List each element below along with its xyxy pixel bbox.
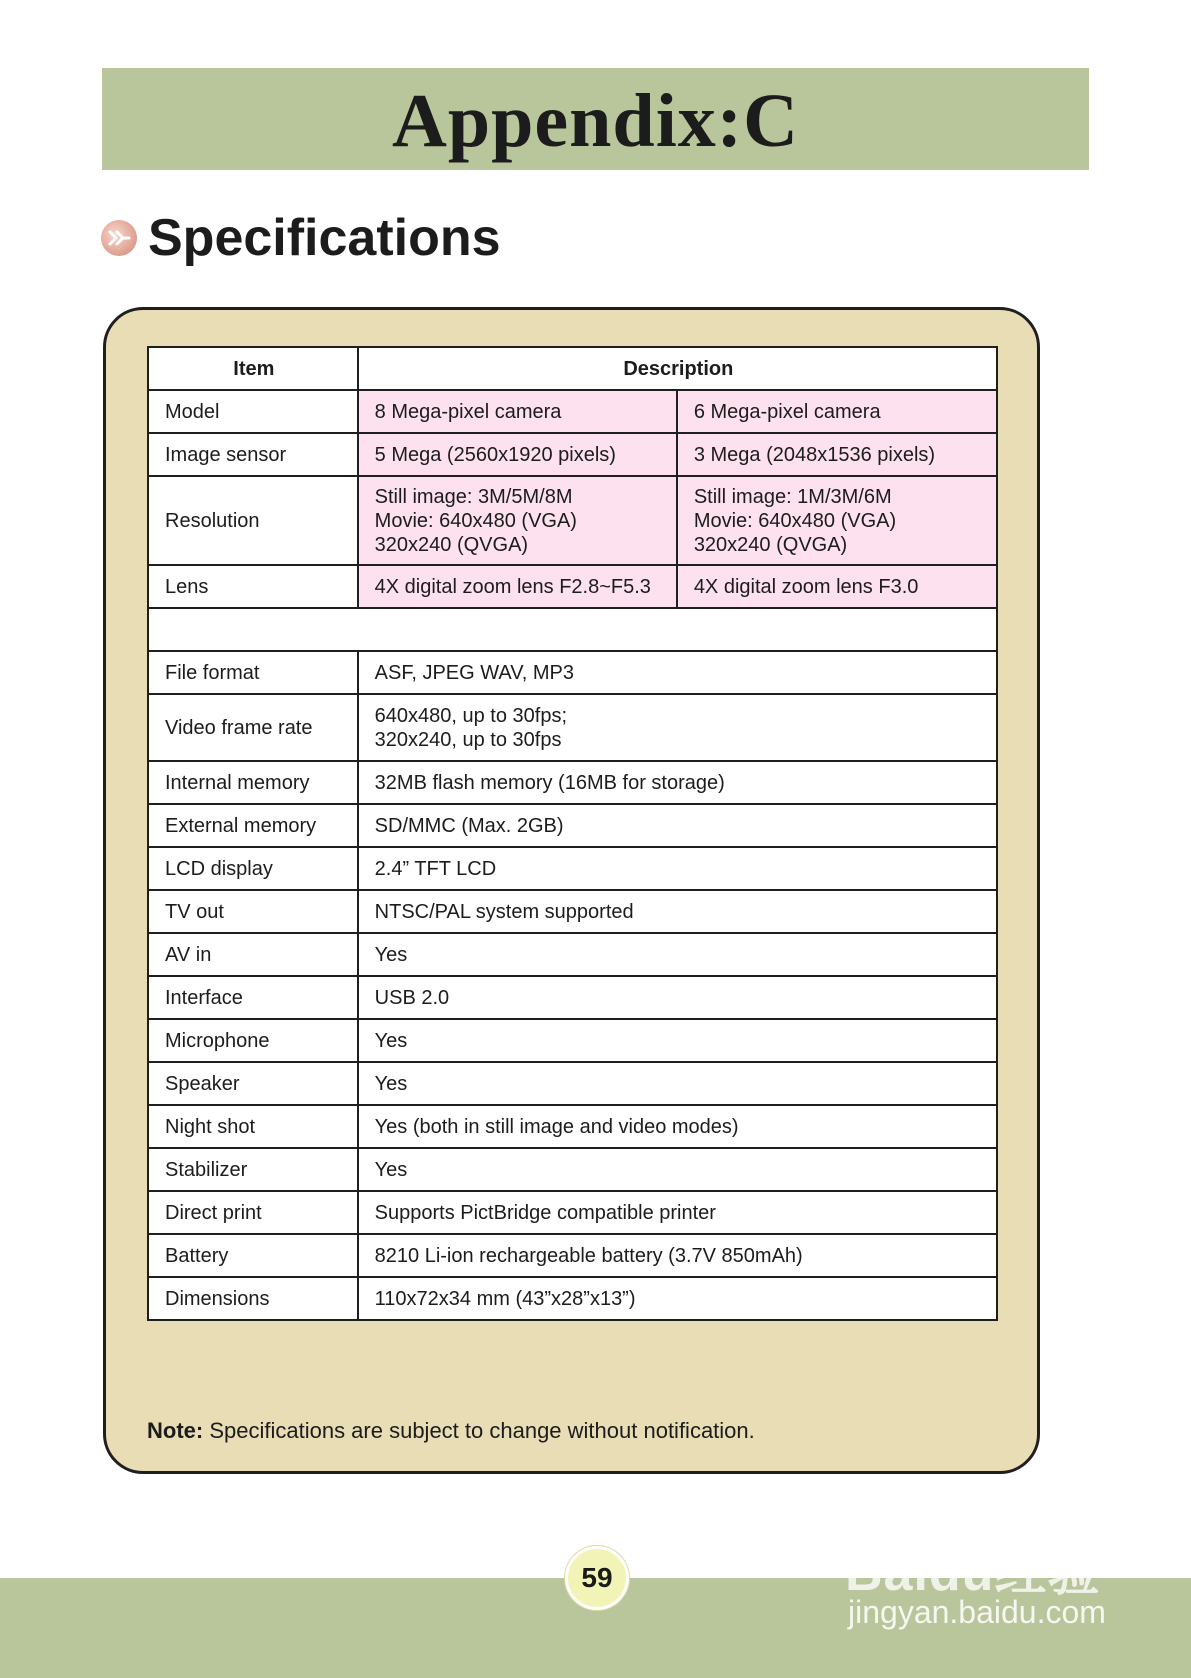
cell-line: Still image: 1M/3M/6M (693, 485, 892, 508)
header-description: Description (358, 347, 997, 390)
table-row (148, 694, 997, 761)
table-row (148, 476, 997, 565)
item-cell: Dimensions (148, 1277, 358, 1320)
item-cell: LCD display (148, 847, 358, 890)
table-row (148, 890, 997, 933)
desc-cell (358, 1105, 997, 1148)
desc-cell (358, 976, 997, 1019)
table-row (148, 761, 997, 804)
header-band (102, 68, 1089, 170)
table-row (148, 433, 997, 476)
table-row (148, 565, 997, 608)
spec-table (147, 346, 998, 1321)
watermark-brand: Baidu经验 (845, 1544, 1101, 1602)
desc-cell (358, 1277, 997, 1320)
cell-line: Supports PictBridge compatible printer (374, 1201, 716, 1224)
table-row (148, 933, 997, 976)
cell-line: 32MB flash memory (16MB for storage) (374, 771, 725, 794)
item-cell: Direct print (148, 1191, 358, 1234)
note (147, 1418, 755, 1444)
table-row (148, 651, 997, 694)
table-row (148, 1234, 997, 1277)
table-row (148, 390, 997, 433)
desc-6mp-cell (677, 433, 997, 476)
cell-line: Yes (374, 943, 408, 966)
desc-cell (358, 1148, 997, 1191)
note-label: Note: (147, 1418, 204, 1443)
table-row (148, 1105, 997, 1148)
arrow-bullet-icon (101, 220, 137, 256)
cell-line: SD/MMC (Max. 2GB) (374, 814, 564, 837)
desc-cell (358, 847, 997, 890)
desc-cell (358, 1019, 997, 1062)
item-cell: Battery (148, 1234, 358, 1277)
desc-6mp-cell (677, 565, 997, 608)
table-row (148, 804, 997, 847)
item-cell: Image sensor (148, 433, 358, 476)
item-cell: Speaker (148, 1062, 358, 1105)
section-title: Specifications (148, 209, 501, 267)
table-header-row (148, 347, 997, 390)
cell-line: Yes (374, 1072, 408, 1095)
item-cell: Resolution (148, 476, 358, 565)
cell-line: Yes (374, 1158, 408, 1181)
note-text: Specifications are subject to change without notification. (203, 1418, 755, 1443)
desc-6mp-cell (677, 476, 997, 565)
blank-cell (148, 608, 997, 651)
cell-line: 320x240, up to 30fps (374, 728, 562, 751)
cell-line: 5 Mega (2560x1920 pixels) (374, 443, 616, 466)
desc-8mp-cell (358, 390, 677, 433)
cell-line: Movie: 640x480 (VGA) (693, 509, 897, 532)
desc-cell (358, 933, 997, 976)
desc-cell (358, 804, 997, 847)
desc-cell (358, 1234, 997, 1277)
item-cell: Stabilizer (148, 1148, 358, 1191)
cell-line: 110x72x34 mm (43”x28”x13”) (374, 1287, 636, 1310)
cell-line: 8210 Li-ion rechargeable battery (3.7V 850mAh) (374, 1244, 803, 1267)
cell-line: Still image: 3M/5M/8M (374, 485, 573, 508)
desc-6mp-cell (677, 390, 997, 433)
cell-line: 320x240 (QVGA) (374, 533, 529, 556)
cell-line: 3 Mega (2048x1536 pixels) (693, 443, 936, 466)
item-cell: External memory (148, 804, 358, 847)
blank-separator-row (148, 608, 997, 651)
desc-cell (358, 890, 997, 933)
desc-cell (358, 761, 997, 804)
cell-line: Yes (both in still image and video modes) (374, 1115, 739, 1138)
page-title: Appendix:C (392, 79, 799, 163)
desc-8mp-cell (358, 565, 677, 608)
item-cell: Lens (148, 565, 358, 608)
cell-line: 6 Mega-pixel camera (693, 400, 881, 423)
cell-line: ASF, JPEG WAV, MP3 (374, 661, 574, 684)
item-cell: TV out (148, 890, 358, 933)
item-cell: Model (148, 390, 358, 433)
cell-line: Movie: 640x480 (VGA) (374, 509, 577, 532)
item-cell: AV in (148, 933, 358, 976)
table-row (148, 1191, 997, 1234)
desc-cell (358, 1062, 997, 1105)
item-cell: Interface (148, 976, 358, 1019)
item-cell: Internal memory (148, 761, 358, 804)
desc-cell (358, 694, 997, 761)
cell-line: 4X digital zoom lens F2.8~F5.3 (374, 575, 651, 598)
cell-line: 8 Mega-pixel camera (374, 400, 562, 423)
table-row (148, 1277, 997, 1320)
desc-8mp-cell (358, 433, 677, 476)
item-cell: Night shot (148, 1105, 358, 1148)
item-cell: Microphone (148, 1019, 358, 1062)
desc-cell (358, 1191, 997, 1234)
table-row (148, 1148, 997, 1191)
cell-line: 4X digital zoom lens F3.0 (693, 575, 919, 598)
table-row (148, 847, 997, 890)
watermark-url: jingyan.baidu.com (848, 1594, 1106, 1630)
page-number: 59 (565, 1546, 629, 1610)
cell-line: USB 2.0 (374, 986, 450, 1009)
desc-8mp-cell (358, 476, 677, 565)
table-row (148, 1019, 997, 1062)
cell-line: 640x480, up to 30fps; (374, 704, 568, 727)
table-row (148, 1062, 997, 1105)
table-row (148, 976, 997, 1019)
item-cell: File format (148, 651, 358, 694)
item-cell: Video frame rate (148, 694, 358, 761)
cell-line: 2.4” TFT LCD (374, 857, 497, 880)
cell-line: NTSC/PAL system supported (374, 900, 634, 923)
desc-cell (358, 651, 997, 694)
header-item: Item (148, 347, 358, 390)
cell-line: Yes (374, 1029, 408, 1052)
cell-line: 320x240 (QVGA) (693, 533, 848, 556)
